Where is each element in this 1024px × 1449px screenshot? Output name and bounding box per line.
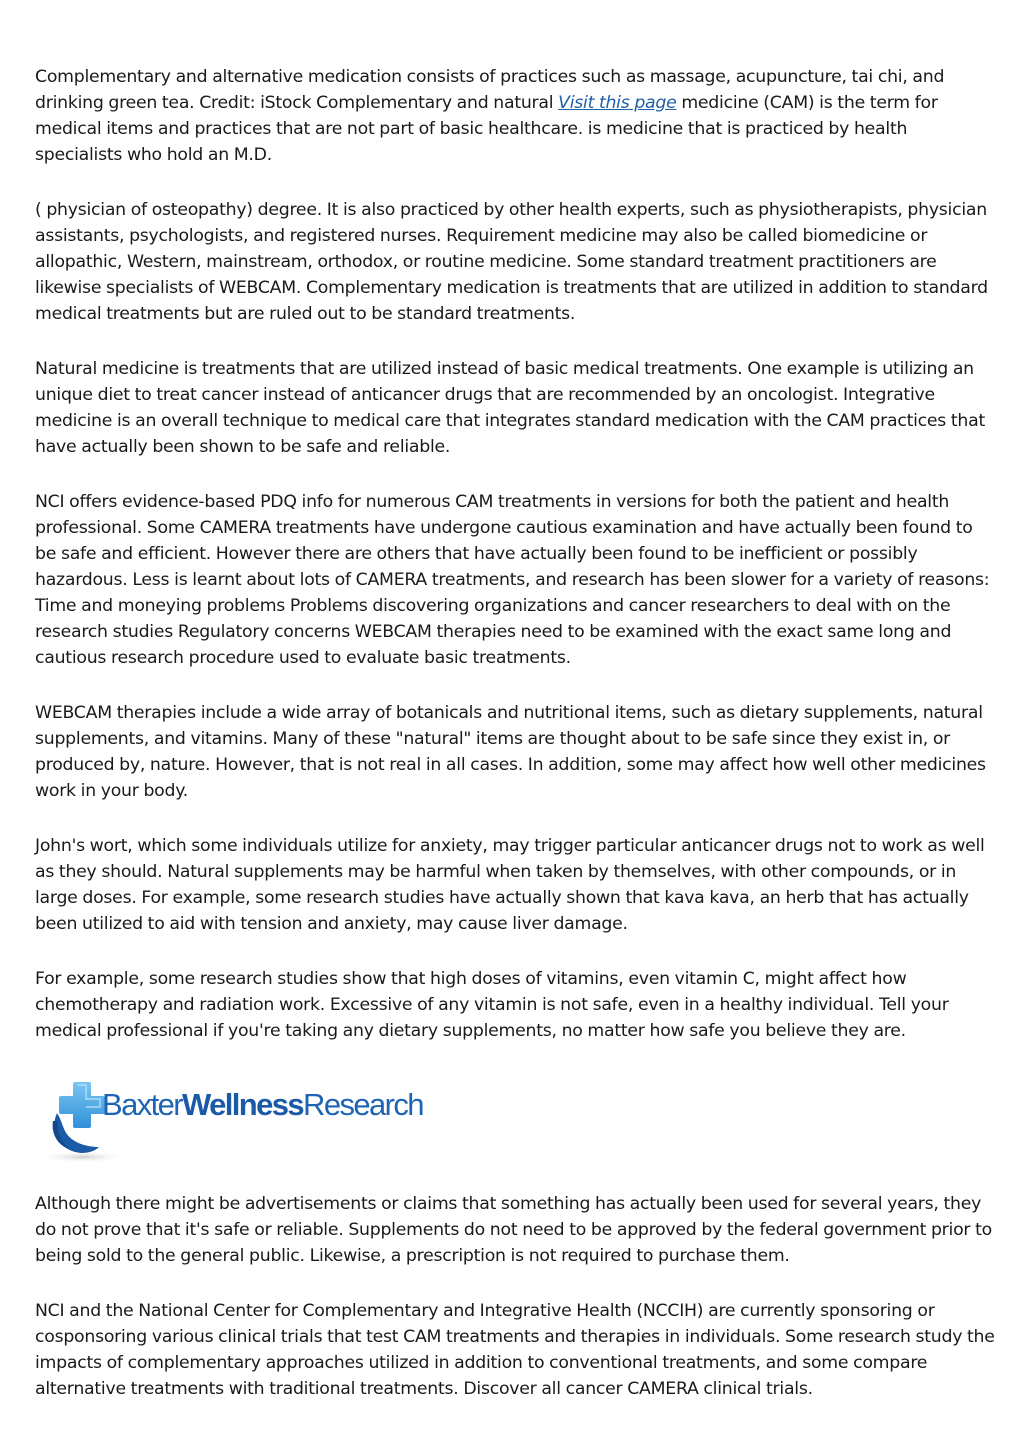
- visit-this-page-link[interactable]: Visit this page: [558, 93, 677, 113]
- baxter-wellness-research-logo: [35, 1073, 995, 1168]
- paragraph-7: For example, some research studies show that high doses of vitamins, even vitamin C, might affect how chemotherapy and radiation work. Excessive of any vitamin is not safe, even in a healthy individual. Tell your medical professional if you're taking any dietary supplements, no matter how safe you believe they are.: [35, 969, 949, 1041]
- paragraph-4: NCI offers evidence-based PDQ info for numerous CAM treatments in versions for both the patient and health professional. Some CAMERA treatments have undergone cautious examination and have actually been found to be safe and efficient. However there are others that have actually been found to be inefficient or possibly hazardous. Less is learnt about lots of CAMERA treatments, and research has been slower for a variety of reasons: Time and moneying problems Problems discovering organizations and cancer researchers to deal with on the research studies Regulatory concerns WEBCAM therapies need to be examined with the exact same long and cautious research procedure used to evaluate basic treatments.: [35, 492, 990, 668]
- logo-word-research: Research: [303, 1087, 423, 1122]
- paragraph-6: John's wort, which some individuals utilize for anxiety, may trigger particular anticancer drugs not to work as well as they should. Natural supplements may be harmful when taken by themselves, with other compounds, or in large doses. For example, some research studies have actually shown that kava kava, an herb that has actually been utilized to aid with tension and anxiety, may cause liver damage.: [35, 836, 985, 934]
- paragraph-2: ( physician of osteopathy) degree. It is also practiced by other health experts, such as physiotherapists, physician assistants, psychologists, and registered nurses. Requirement medicine may also be called biomedicine or allopathic, Western, mainstream, orthodox, or routine medicine. Some standard treatment practitioners are likewise specialists of WEBCAM. Complementary medication is treatments that are utilized in addition to standard medical treatments but are ruled out to be standard treatments.: [35, 200, 988, 324]
- logo-word-baxter: Baxter: [102, 1087, 182, 1122]
- paragraph-1-text-start: Complementary and alternative medication consists of practices such as massage, acupuncture, tai chi, and drinking green tea. Credit: iStock Complementary and natural: [35, 67, 945, 113]
- paragraph-1: [35, 64, 995, 168]
- paragraph-5: WEBCAM therapies include a wide array of botanicals and nutritional items, such as dietary supplements, natural supplements, and vitamins. Many of these "natural" items are thought about to be safe since they exist in, or produced by, nature. However, that is not real in all cases. In addition, some may affect how well other medicines work in your body.: [35, 703, 986, 801]
- paragraph-8: Although there might be advertisements or claims that something has actually been used for several years, they do not prove that it's safe or reliable. Supplements do not need to be approved by the federal government prior to being sold to the general public. Likewise, a prescription is not required to purchase them.: [35, 1194, 992, 1266]
- paragraph-3: Natural medicine is treatments that are utilized instead of basic medical treatments. One example is utilizing an unique diet to treat cancer instead of anticancer drugs that are recommended by an oncologist. Integrative medicine is an overall technique to medical care that integrates standard medication with the CAM practices that have actually been shown to be safe and reliable.: [35, 359, 985, 457]
- logo-word-wellness: Wellness: [182, 1087, 304, 1122]
- logo-wordmark: [102, 1087, 423, 1123]
- paragraph-9: NCI and the National Center for Complementary and Integrative Health (NCCIH) are currently sponsoring or cosponsoring various clinical trials that test CAM treatments and therapies in individuals. Some research study the impacts of complementary approaches utilized in addition to conventional treatments, and some compare alternative treatments with traditional treatments. Discover all cancer CAMERA clinical trials.: [35, 1301, 995, 1399]
- article: [35, 64, 995, 1431]
- paragraph-1-text-end: medicine (CAM) is the term for medical items and practices that are not part of basic healthcare. is medicine that is practiced by health specialists who hold an M.D.: [35, 93, 938, 165]
